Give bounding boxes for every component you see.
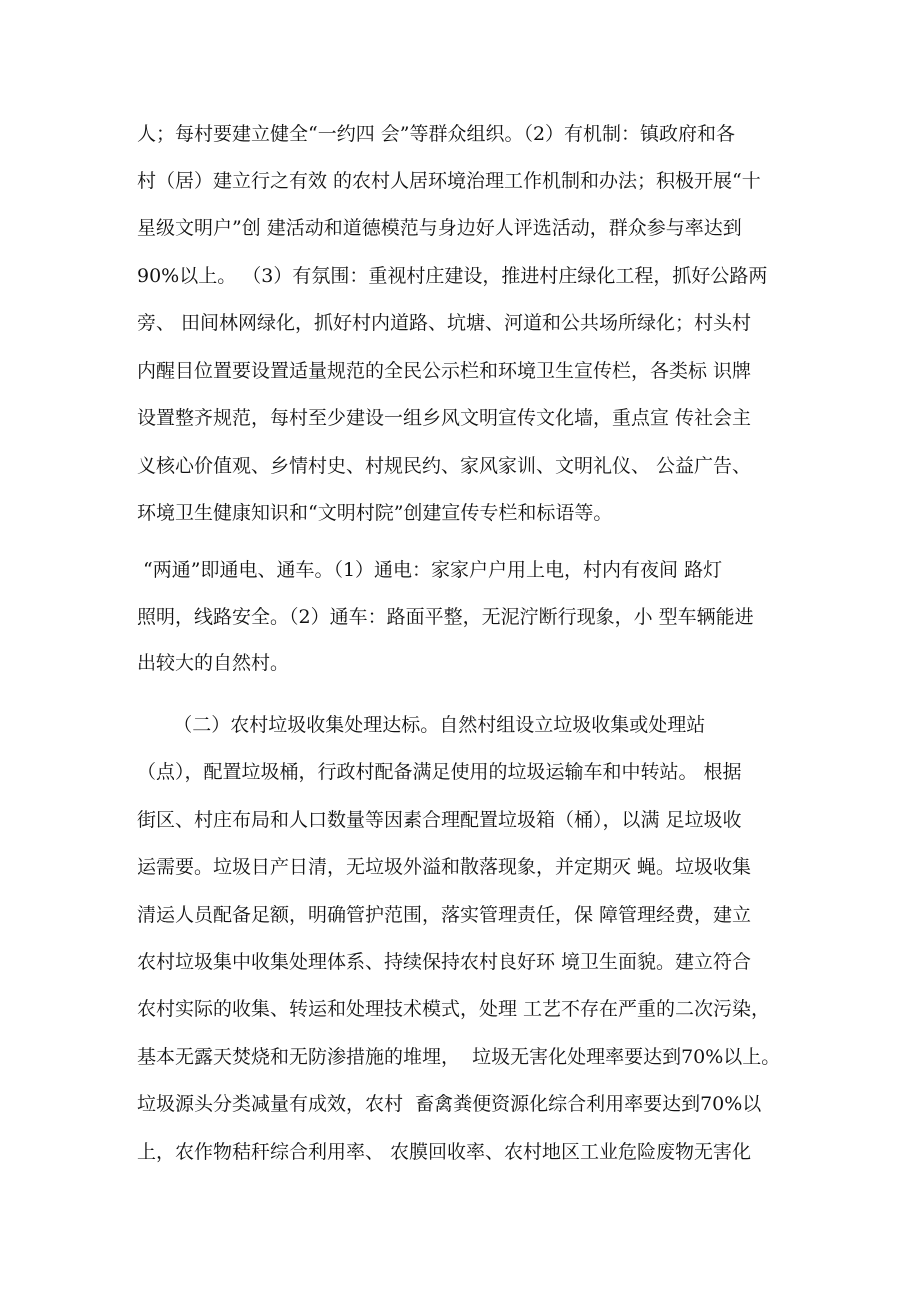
text-line: “两通”即通电、通车。（1）通电：家家户户用上电，村内有夜间 路灯 <box>137 559 723 581</box>
text-line: 村（居）建立行之有效 的农村人居环境治理工作机制和办法；积极开展“十 <box>137 170 761 192</box>
text-line: 农村垃圾集中收集处理体系、持续保持农村良好环 境卫生面貌。建立符合 <box>137 951 752 973</box>
text-line: 义核心价值观、乡情村史、村规民约、家风家训、文明礼仪、 公益广告、 <box>137 455 752 477</box>
text-line: 街区、村庄布局和人口数量等因素合理配置垃圾箱（桶），以满 足垃圾收 <box>137 809 742 831</box>
text-line: 上，农作物秸秆综合利用率、 农膜回收率、农村地区工业危险废物无害化 <box>137 1141 752 1163</box>
text-line: （二）农村垃圾收集处理达标。自然村组设立垃圾收集或处理站 <box>137 714 706 736</box>
text-line: 旁、 田间林网绿化，抓好村内道路、坑塘、河道和公共场所绿化；村头村 <box>137 312 752 334</box>
text-line: 照明，线路安全。（2）通车：路面平整，无泥泞断行现象，小 型车辆能进 <box>137 606 754 628</box>
text-line: 垃圾源头分类减量有成效，农村 畜禽粪便资源化综合利用率要达到70%以 <box>137 1093 762 1115</box>
text-line: 运需要。垃圾日产日清，无垃圾外溢和散落现象，并定期灭 蝇。垃圾收集 <box>137 856 752 878</box>
text-line: 农村实际的收集、转运和处理技术模式，处理 工艺不存在严重的二次污染， <box>137 998 771 1020</box>
text-line: 人；每村要建立健全“一约四 会”等群众组织。（2）有机制：镇政府和各 <box>137 123 736 145</box>
text-line: 清运人员配备足额，明确管护范围，落实管理责任，保 障管理经费，建立 <box>137 904 752 926</box>
text-line: 环境卫生健康知识和“文明村院”创建宣传专栏和标语等。 <box>137 502 613 524</box>
text-line: （点），配置垃圾桶，行政村配备满足使用的垃圾运输车和中转站。 根据 <box>137 761 742 783</box>
text-line: 出较大的自然村。 <box>137 652 290 674</box>
text-line: 基本无露天焚烧和无防渗措施的堆埋， 垃圾无害化处理率要达到70%以上。 <box>137 1046 781 1068</box>
text-line: 90%以上。 （3）有氛围：重视村庄建设，推进村庄绿化工程，抓好公路两 <box>137 265 768 287</box>
text-line: 星级文明户”创 建活动和道德模范与身边好人评选活动，群众参与率达到 <box>137 217 742 239</box>
text-line: 内醒目位置要设置适量规范的全民公示栏和环境卫生宣传栏，各类标 识牌 <box>137 360 752 382</box>
text-line: 设置整齐规范，每村至少建设一组乡风文明宣传文化墙，重点宣 传社会主 <box>137 407 752 429</box>
